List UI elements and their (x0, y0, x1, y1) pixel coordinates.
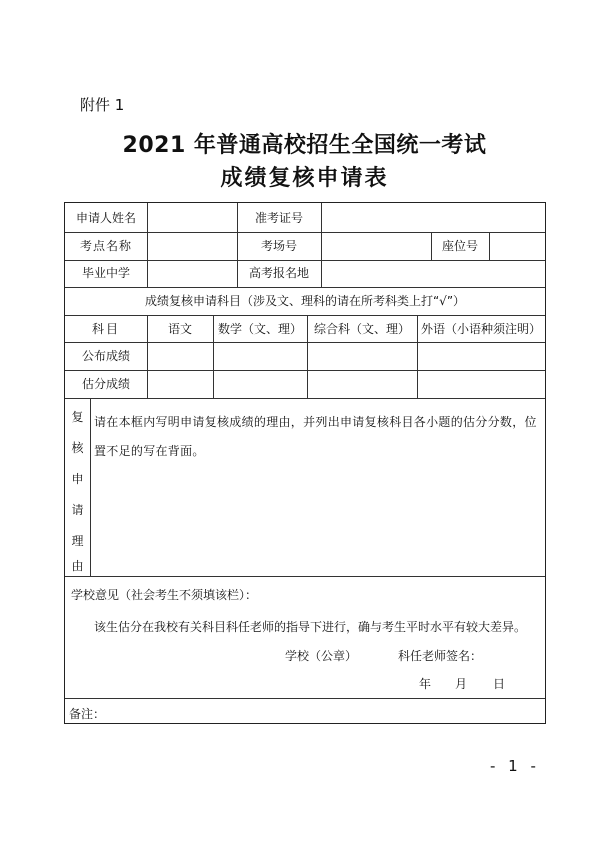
col-divider (489, 232, 490, 260)
label-registration-no: 高考报名地 (248, 266, 310, 280)
row-divider (65, 398, 545, 399)
reason-instruction: 请在本框内写明申请复核成绩的理由，并列出申请复核科目各小题的估分分数，位置不足的写在背面。 (94, 415, 537, 458)
label-applicant-name: 申请人姓名 (75, 211, 137, 225)
row-divider (65, 315, 545, 316)
col-divider (431, 232, 432, 260)
col-header-subject: 科目 (91, 322, 121, 336)
label-exam-room-no: 考场号 (260, 239, 298, 253)
reason-side-char: 核 (71, 441, 84, 455)
row-divider (65, 287, 545, 288)
date-day-label: 日 (493, 677, 506, 691)
reason-side-char: 申 (71, 472, 84, 486)
school-stamp-label: 学校（公章） (285, 649, 358, 663)
col-header-chinese: 语文 (167, 322, 193, 336)
form-title-line2: 成绩复核申请表 (220, 166, 389, 191)
row-label-published-score: 公布成绩 (81, 349, 131, 363)
attachment-label: 附件 1 (80, 96, 125, 114)
col-header-comprehensive: 综合科（文、理） (313, 322, 411, 336)
row-divider (65, 576, 545, 577)
application-form-table (64, 202, 546, 724)
school-opinion-label: 学校意见（社会考生不须填该栏）： (71, 588, 258, 602)
date-year-label: 年 (419, 677, 432, 691)
row-label-estimated-score: 估分成绩 (81, 377, 131, 391)
col-divider (90, 398, 91, 576)
reason-side-char: 请 (71, 503, 84, 517)
school-opinion-statement: 该生估分在我校有关科目科任老师的指导下进行，确与考生平时水平有较大差异。 (94, 620, 527, 634)
label-exam-site-name: 考点名称 (79, 239, 133, 253)
subjects-header: 成绩复核申请科目（涉及文、理科的请在所考科类上打“√”） (144, 294, 466, 308)
reason-side-char: 由 (71, 559, 84, 573)
col-divider (417, 315, 418, 398)
row-divider (65, 342, 545, 343)
label-seat-no: 座位号 (441, 239, 479, 253)
reason-side-char: 复 (71, 410, 84, 424)
teacher-signature-label: 科任老师签名： (398, 649, 483, 663)
row-divider (65, 698, 545, 699)
date-month-label: 月 (455, 677, 468, 691)
page-number: - 1 - (490, 757, 540, 775)
row-divider (65, 370, 545, 371)
reason-side-char: 理 (71, 534, 84, 548)
col-divider (147, 203, 148, 287)
form-title-line1: 2021 年普通高校招生全国统一考试 (122, 133, 487, 158)
col-divider (147, 315, 148, 398)
col-divider (213, 315, 214, 398)
label-graduation-school: 毕业中学 (81, 266, 131, 280)
col-header-math: 数学（文、理） (217, 322, 303, 336)
label-admission-ticket-no: 准考证号 (254, 211, 304, 225)
col-divider (307, 315, 308, 398)
row-divider (65, 260, 545, 261)
col-divider (321, 203, 322, 287)
col-header-foreign: 外语（小语种须注明） (420, 322, 542, 336)
row-divider (65, 232, 545, 233)
remarks-label: 备注： (69, 707, 106, 721)
col-divider (237, 203, 238, 287)
